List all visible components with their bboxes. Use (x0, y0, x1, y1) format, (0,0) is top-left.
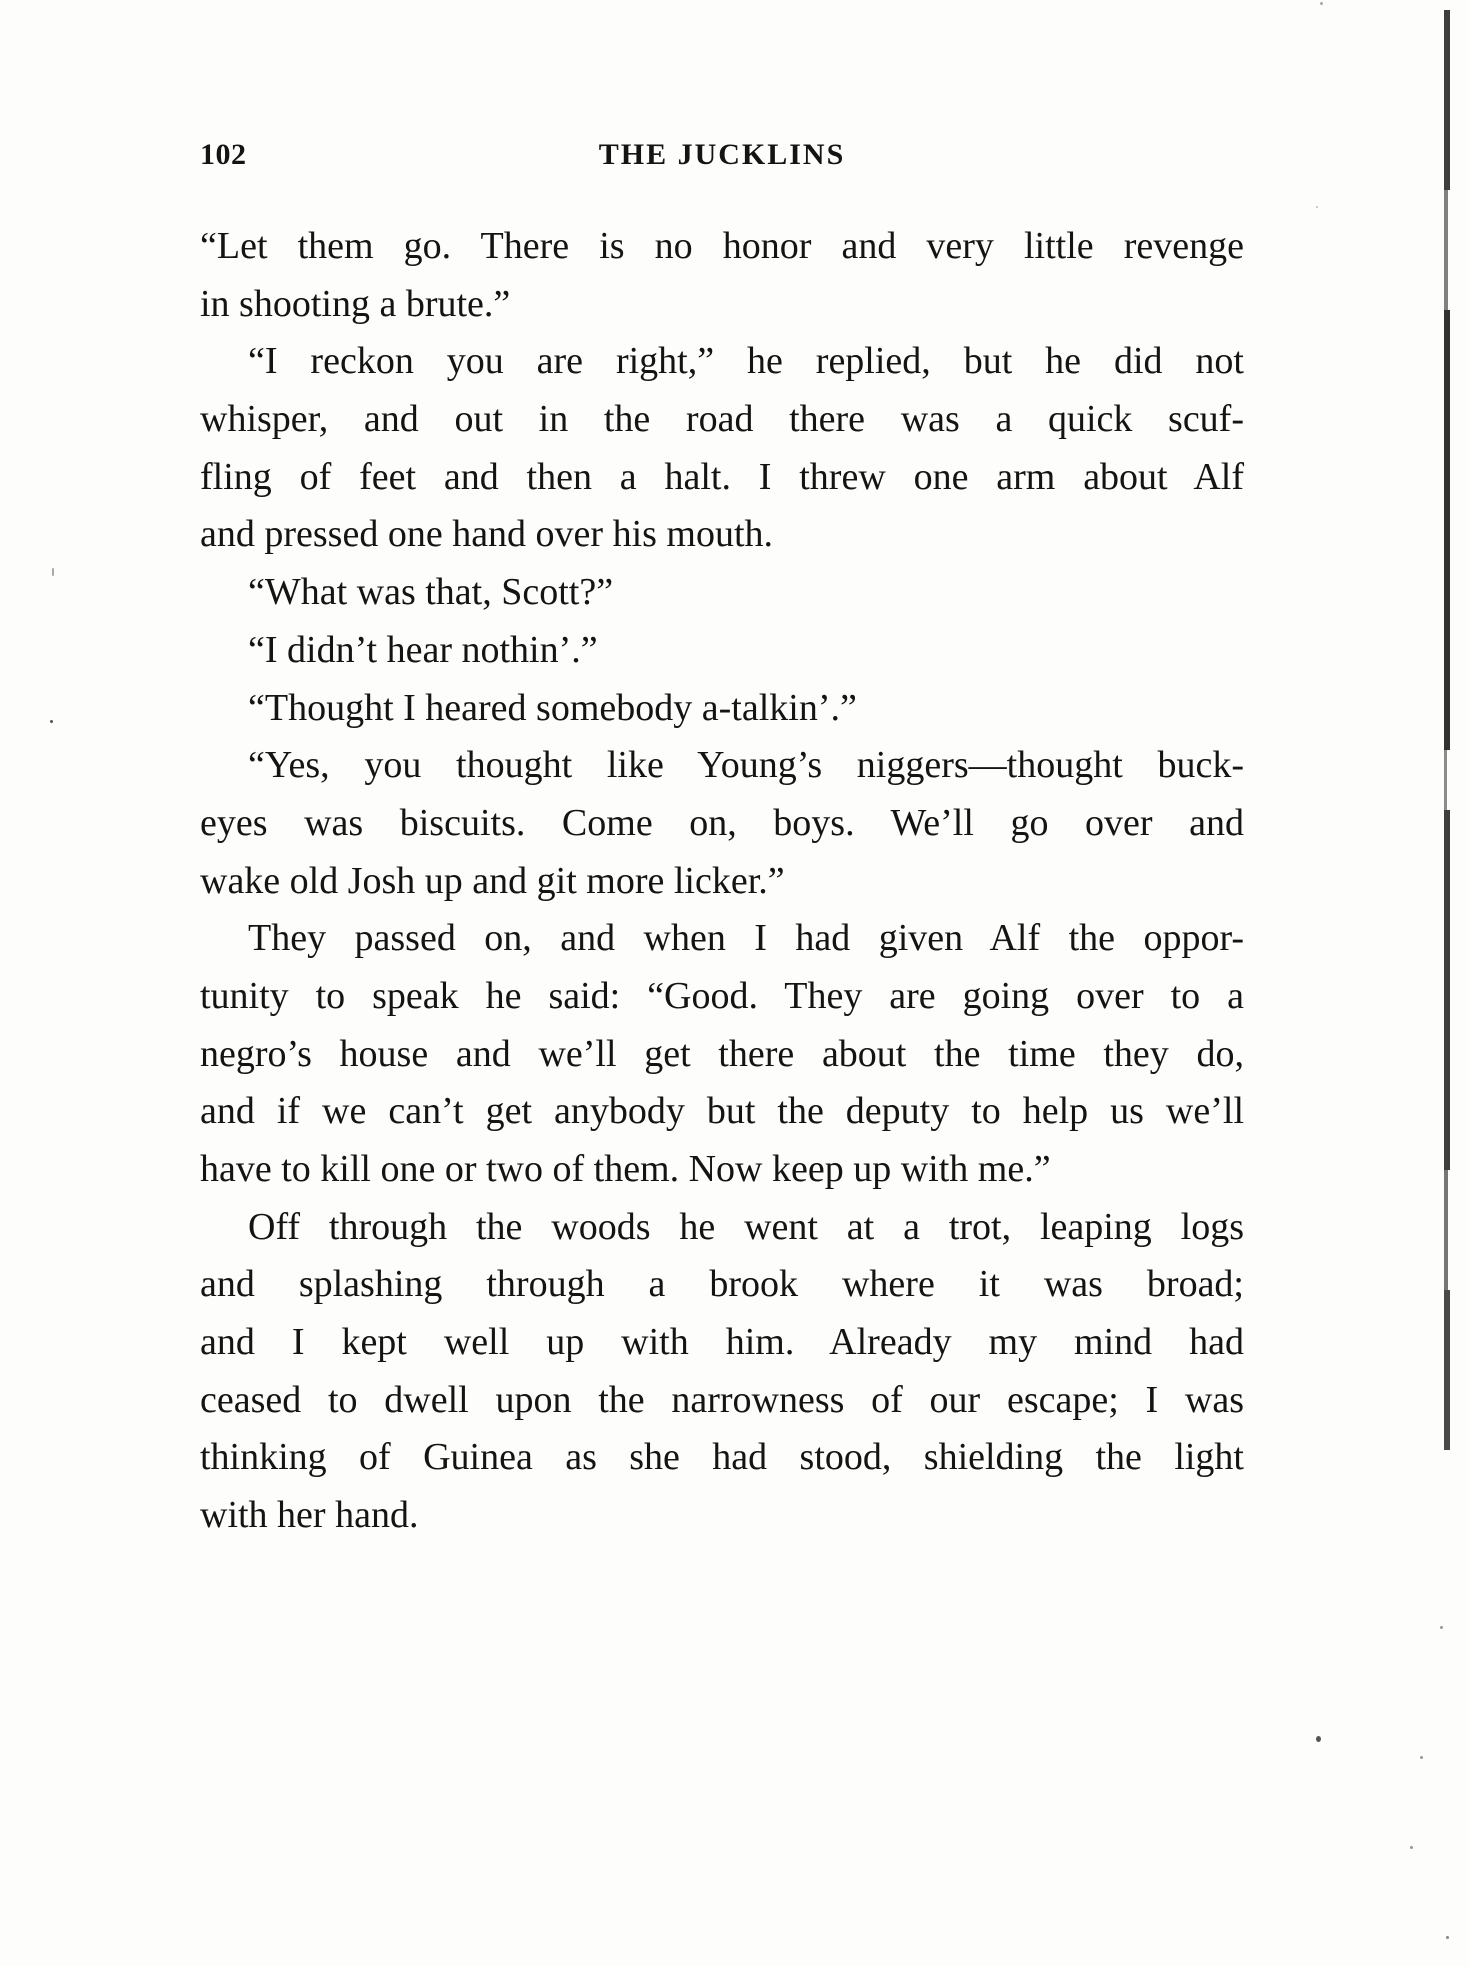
binding-edge-shadow (1440, 0, 1454, 1966)
scan-speck (1320, 2, 1323, 5)
text-line: eyes was biscuits. Come on, boys. We’ll go over and (200, 801, 1244, 844)
text-line: “I didn’t hear nothin’.” (248, 628, 598, 671)
text-line: have to kill one or two of them. Now keep up with me.” (200, 1148, 1051, 1190)
text-line: “Yes, you thought like Young’s niggers—thought buck- (248, 744, 1244, 787)
scan-speck (1420, 1756, 1423, 1759)
text-line: with her hand. (200, 1494, 419, 1537)
text-line: “Let them go. There is no honor and very little revenge (200, 225, 1244, 267)
text-line: negro’s house and we’ll get there about the time they do, (200, 1032, 1244, 1075)
text-line: thinking of Guinea as she had stood, shielding the light (200, 1436, 1244, 1479)
text-line: whisper, and out in the road there was a quick scuf- (200, 398, 1244, 441)
scan-speck (50, 720, 53, 723)
scan-speck (52, 568, 54, 576)
text-line: Off through the woods he went at a trot, leaping logs (248, 1205, 1244, 1248)
text-line: and if we can’t get anybody but the deputy to help us we’ll (200, 1090, 1244, 1133)
text-line: “What was that, Scott?” (248, 571, 614, 614)
page-number: 102 (200, 138, 247, 171)
text-line: ceased to dwell upon the narrowness of our escape; I was (200, 1378, 1244, 1421)
page-header (200, 138, 1244, 178)
text-line: wake old Josh up and git more licker.” (200, 859, 785, 902)
text-line: “I reckon you are right,” he replied, but he did not (248, 340, 1244, 383)
text-line: fling of feet and then a halt. I threw one arm about Alf (200, 455, 1244, 498)
scan-speck (1316, 1736, 1321, 1742)
text-line: and pressed one hand over his mouth. (200, 513, 774, 556)
text-line: “Thought I heared somebody a-talkin’.” (248, 686, 857, 729)
scan-speck (1446, 1936, 1449, 1939)
scan-speck (1410, 1846, 1413, 1849)
text-line: and I kept well up with him. Already my mind had (200, 1321, 1244, 1364)
text-line: in shooting a brute.” (200, 282, 511, 325)
scan-speck (1440, 1626, 1443, 1629)
text-line: They passed on, and when I had given Alf the oppor- (248, 917, 1244, 960)
text-line: and splashing through a brook where it was broad; (200, 1263, 1244, 1306)
text-line: tunity to speak he said: “Good. They are going over to a (200, 974, 1244, 1017)
scan-speck (1316, 206, 1318, 208)
body-text (200, 218, 1244, 1545)
running-title: THE JUCKLINS (598, 138, 846, 171)
